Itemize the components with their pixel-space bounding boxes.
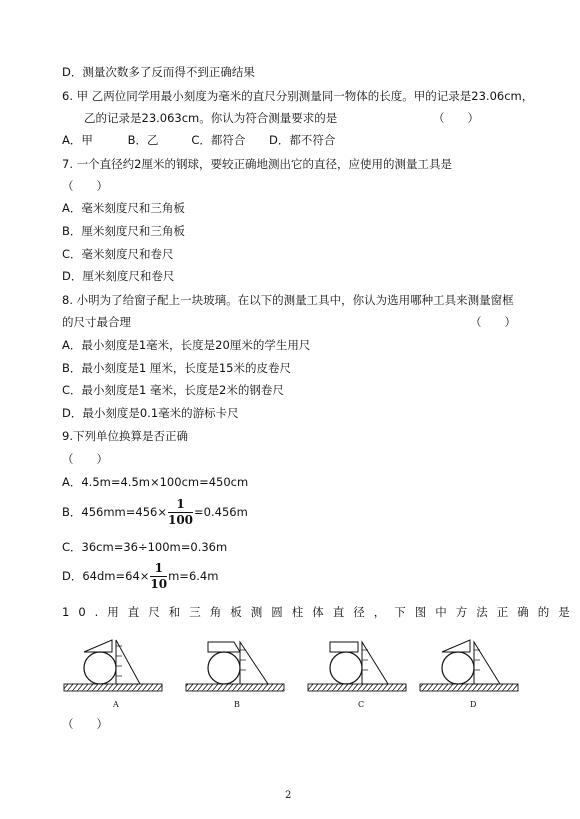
question-7-option-d: D．厘米刻度尺和卷尺 bbox=[62, 269, 175, 283]
option-c: C．都符合 bbox=[191, 133, 246, 147]
question-9-option-c: C．36cm=36÷100m=0.36m bbox=[62, 540, 228, 554]
question-8-option-d: D．最小刻度是0.1毫米的游标卡尺 bbox=[62, 406, 239, 420]
answer-paren: （ ） bbox=[433, 111, 479, 125]
option-d-prev: D．测量次数多了反而得不到正确结果 bbox=[62, 65, 255, 79]
fraction-numerator: 1 bbox=[154, 561, 163, 575]
figure-label-a: A bbox=[113, 700, 119, 709]
option-d-expr: D．64dm=64× bbox=[62, 569, 150, 583]
question-6-options bbox=[62, 132, 335, 148]
question-9-line-1: 9.下列单位换算是否正确 bbox=[62, 429, 188, 443]
figures-svg bbox=[58, 636, 528, 716]
question-6-line-2: 乙的记录是23.063cm。你认为符合测量要求的是 bbox=[84, 111, 338, 125]
question-9-option-b bbox=[62, 498, 248, 527]
question-7-option-b: B．厘米刻度尺和三角板 bbox=[62, 224, 185, 238]
option-b-expr: B．456mm=456× bbox=[62, 505, 167, 519]
fraction bbox=[150, 562, 167, 591]
question-9-option-a: A．4.5m=4.5m×100cm=450cm bbox=[62, 475, 249, 489]
question-10-line-1: 10.用直尺和三角板测圆柱体直径，下图中方法正确的是 bbox=[62, 605, 579, 619]
question-7-line-1: 7. 一个直径约2厘米的钢球，要较正确地测出它的直径，应使用的测量工具是 bbox=[62, 157, 452, 171]
answer-paren: （ ） bbox=[62, 179, 108, 193]
answer-paren: （ ） bbox=[62, 717, 108, 731]
option-d-result: m=6.4m bbox=[168, 569, 219, 583]
question-7-option-c: C．毫米刻度尺和卷尺 bbox=[62, 247, 174, 261]
option-b-result: =0.456m bbox=[194, 505, 248, 519]
question-7-option-a: A．毫米刻度尺和三角板 bbox=[62, 201, 185, 215]
measurement-figures bbox=[58, 636, 528, 716]
question-8-option-a: A．最小刻度是1毫米，长度是20厘米的学生用尺 bbox=[62, 338, 311, 352]
figure-a bbox=[64, 640, 162, 691]
question-9-option-d bbox=[62, 562, 218, 591]
question-8-line-1: 8. 小明为了给窗子配上一块玻璃。在以下的测量工具中，你认为选用哪种工具来测量窗框 bbox=[62, 293, 514, 307]
question-6-line-1: 6. 甲 乙两位同学用最小刻度为毫米的直尺分别测量同一物体的长度。甲的记录是23.06cm， bbox=[62, 89, 534, 103]
figure-c bbox=[308, 642, 406, 691]
fraction-numerator: 1 bbox=[176, 497, 185, 511]
answer-paren: （ ） bbox=[62, 452, 108, 466]
figure-b bbox=[186, 642, 284, 691]
option-d: D．都不符合 bbox=[268, 133, 336, 147]
question-8-option-c: C．最小刻度是1 毫米，长度是2米的钢卷尺 bbox=[62, 383, 284, 397]
figure-label-b: B bbox=[234, 700, 240, 709]
option-a: A．甲 bbox=[62, 133, 93, 147]
answer-paren: （ ） bbox=[470, 315, 516, 329]
question-8-option-b: B．最小刻度是1 厘米，长度是15米的皮卷尺 bbox=[62, 361, 291, 375]
option-b: B．乙 bbox=[127, 133, 159, 147]
page-number: 2 bbox=[285, 790, 292, 801]
figure-label-d: D bbox=[470, 700, 477, 709]
figure-d bbox=[420, 640, 518, 691]
fraction bbox=[168, 498, 193, 527]
question-8-line-2: 的尺寸最合理 bbox=[62, 315, 131, 329]
figure-label-c: C bbox=[358, 700, 365, 709]
fraction-denominator: 10 bbox=[150, 577, 168, 591]
fraction-denominator: 100 bbox=[167, 513, 194, 527]
